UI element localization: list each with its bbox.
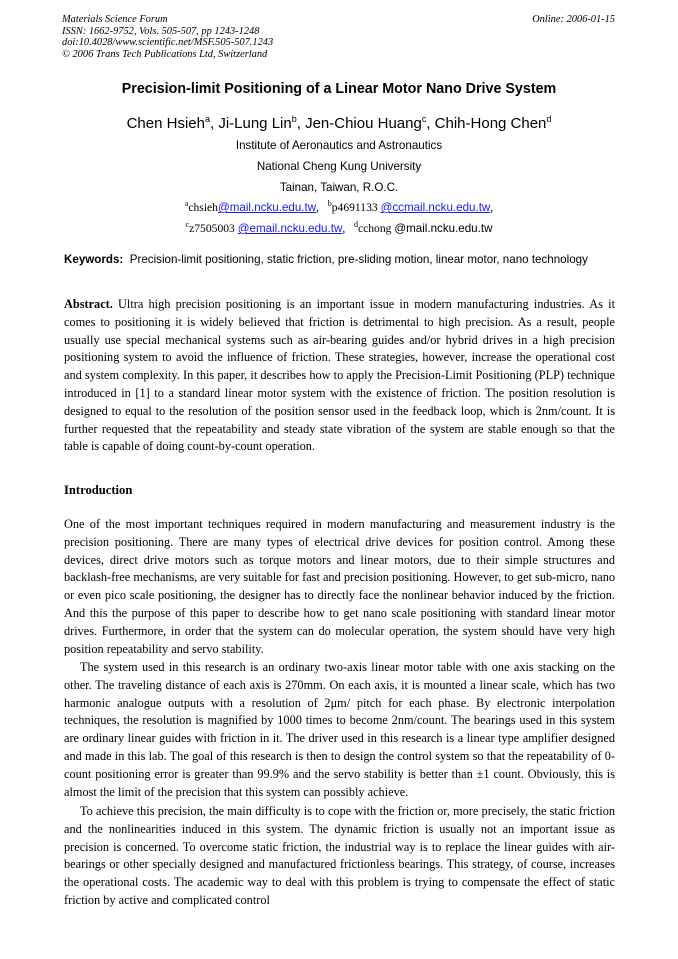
journal-name: Materials Science Forum bbox=[62, 14, 168, 25]
author-mark: c bbox=[421, 114, 427, 124]
author-separator: , bbox=[209, 115, 219, 132]
email-mark: d bbox=[353, 220, 358, 229]
author-list bbox=[0, 114, 678, 132]
email-separator: , bbox=[342, 221, 346, 235]
doi-line: doi:10.4028/www.scientific.net/MSF.505-507.1243 bbox=[62, 37, 274, 49]
author-name: Chih-Hong Chen bbox=[434, 115, 547, 132]
intro-paragraph-2: The system used in this research is an ordinary two-axis linear motor table with one axis stacking on the other. The traveling distance of each axis is 270mm. On each axis, it is mounted a linear scale, which has two harmonic analogue outputs with a resolution of 2μm/ pitch for each phase. By electronic interpolation techniques, the resolution is magnified by 1000 times to become 2nm/count. The bearings used in this system are ordinary linear guides with friction in it. The driver used in this research is a linear type amplifier designed and made in this lab. The goal of this research is then to design the control system so that the repeatability of 0-count positioning error is greater than 99.9% and the servo stability is better than ±1 count. Obviously, this is almost the limit of the precision that this system can possibly achieve. bbox=[64, 660, 615, 799]
keywords-label: Keywords: bbox=[64, 253, 124, 266]
section-heading-introduction: Introduction bbox=[64, 483, 133, 497]
author-separator: , bbox=[426, 115, 435, 132]
online-date: Online: 2006-01-15 bbox=[532, 14, 615, 25]
email-mark: a bbox=[184, 199, 189, 208]
email-user: p4691133 bbox=[331, 200, 378, 214]
email-user: z7505003 bbox=[189, 221, 235, 235]
email-domain-d: @mail.ncku.edu.tw bbox=[394, 221, 493, 235]
journal-header bbox=[62, 14, 615, 60]
paper-title: Precision-limit Positioning of a Linear Motor Nano Drive System bbox=[121, 81, 557, 97]
affiliation-university: National Cheng Kung University bbox=[256, 160, 422, 173]
intro-paragraph-3: To achieve this precision, the main difficulty is to cope with the friction or, more precisely, the static friction and the nonlinearities induced in this system. The dynamic friction is usually not an important issue as precision is concerned. To overcome static friction, the industrial way is to replace the linear guides with air-bearings or other specially designed and manufactured frictionless bearings. This strategy, of course, increases the operational costs. The academic way to deal with this problem is trying to compensate the effect of static friction by active and complicated control bbox=[64, 804, 615, 907]
intro-paragraph-1: One of the most important techniques required in modern manufacturing and measurement industry is the precision positioning. There are many types of electrical drive devices for position control. Among these devices, direct drive motors such as torque motors and linear motors, due to their simple structures and backlash-free mechanisms, are very suitable for fast and precision positioning. However, to get sub-micro, nano or even pico scale positioning, the designer has to directly face the nonlinear behavior induced by the friction. And this the purpose of this paper to describe how to get nano scale positioning with standard linear motor drives. Furthermore, in order that the system can do molecular operation, the system should have very high position repeatability and servo stability. bbox=[64, 517, 615, 656]
email-separator: , bbox=[490, 200, 494, 214]
email-link-a[interactable]: @mail.ncku.edu.tw bbox=[217, 200, 317, 214]
affiliation-institute: Institute of Aeronautics and Astronautics bbox=[235, 139, 443, 152]
abstract bbox=[64, 296, 615, 456]
author-mark: b bbox=[291, 114, 297, 124]
author-name: Chen Hsieh bbox=[126, 115, 205, 132]
author-mark: a bbox=[204, 114, 210, 124]
keywords bbox=[64, 253, 615, 267]
keywords-text: Precision-limit positioning, static friction, pre-sliding motion, linear motor, nano technology bbox=[129, 253, 588, 266]
email-mark: b bbox=[327, 199, 332, 208]
author-name: Jen-Chiou Huang bbox=[305, 115, 422, 132]
email-line-1 bbox=[0, 199, 678, 214]
author-separator: , bbox=[296, 115, 306, 132]
email-mark: c bbox=[185, 220, 190, 229]
email-user: chsieh bbox=[188, 200, 218, 214]
affiliation-location: Tainan, Taiwan, R.O.C. bbox=[279, 181, 399, 194]
author-name: Ji-Lung Lin bbox=[218, 115, 292, 132]
copyright-line: © 2006 Trans Tech Publications Ltd, Switzerland bbox=[62, 48, 268, 60]
author-mark: d bbox=[546, 114, 552, 124]
email-line-2 bbox=[0, 220, 678, 235]
issn-line: ISSN: 1662-9752, Vols. 505-507, pp 1243-1248 bbox=[62, 25, 260, 37]
email-link-c[interactable]: @email.ncku.edu.tw bbox=[237, 221, 343, 235]
email-link-b[interactable]: @ccmail.ncku.edu.tw bbox=[380, 200, 491, 214]
email-separator: , bbox=[316, 200, 320, 214]
email-user: cchong bbox=[357, 221, 392, 235]
abstract-label: Abstract. bbox=[64, 297, 113, 311]
abstract-text: Ultra high precision positioning is an important issue in modern manufacturing industries. As it comes to positioning it is widely believed that friction is detrimental to high precision. As a result, people usually use special mechanical systems such as air-bearing guides and/or hybrid drives in a high precision positioning system to avoid the influence of friction. These strategies, however, increase the operational cost and system complexity. In this paper, it describes how to apply the Precision-Limit Positioning (PLP) technique introduced in [1] to a standard linear motor system with the existence of friction. The position resolution is designed to equal to the resolution of the position sensor used in the feedback loop, which is 2nm/count. It is further requested that the repeatability and steady state vibration of the system are stable enough so that the table is capable of doing count-by-count operation. bbox=[64, 297, 615, 454]
